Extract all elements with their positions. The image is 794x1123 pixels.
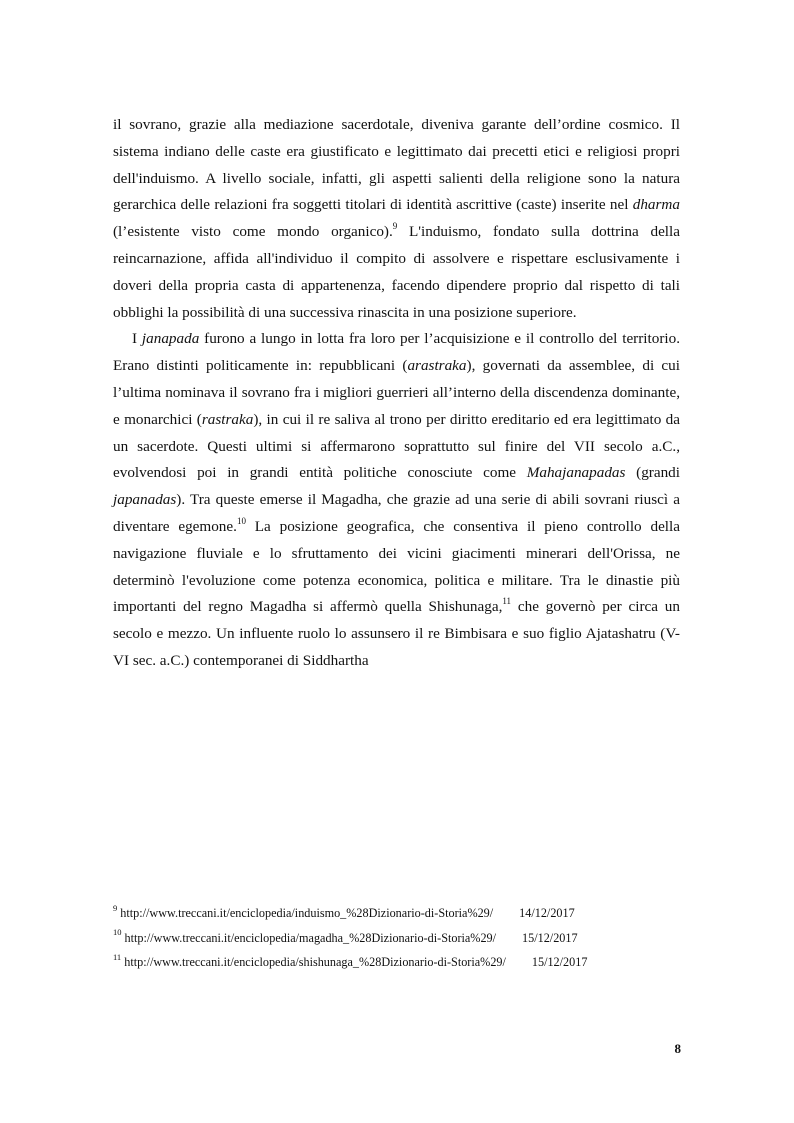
footnote-11 xyxy=(113,950,680,975)
footnote-10 xyxy=(113,926,680,951)
text-run: ). Tra queste emerse il Magadha, che grazie ad una serie di abili sovrani riuscì a diventare egemone. xyxy=(113,491,680,535)
text-run: ), in cui il re saliva al trono per diritto ereditario ed era legittimato da un sacerdote. Questi ultimi si affermarono soprattutto sul finire del VII secolo a.C., evolvendosi poi in grandi entità politiche conosciute come xyxy=(113,410,680,482)
text-run: il sovrano, grazie alla mediazione sacerdotale, diveniva garante dell’ordine cosmico. Il sistema indiano delle caste era giustificato e legittimato dai precetti etici e religiosi propri dell'induismo. A livello sociale, infatti, gli aspetti salienti della religione sono la natura gerarchica delle relazioni fra soggetti titolari di identità ascrittive (caste) inserite nel xyxy=(113,116,680,214)
page-number: 8 xyxy=(674,1041,681,1056)
italic-term-mahajanapadas: Mahajanapadas xyxy=(526,464,626,482)
footnote-date: 14/12/2017 xyxy=(519,906,575,920)
text-run: La posizione geografica, che consentiva il pieno controllo della navigazione fluviale e lo sfruttamento dei vicini giacimenti minerari dell'Orissa, ne determinò l'evoluzione come potenza economica, politica e militare. Tra le dinastie più importanti del regno Magadha si affermò quella Shishunaga, xyxy=(113,517,680,616)
paragraph-janapada xyxy=(113,326,680,674)
text-run: ), governati da assemblee, di cui l’ultima nominava il sovrano fra i migliori guerrieri all’interno della discendenza dominante, e monarchici ( xyxy=(113,357,680,428)
footnote-url[interactable]: http://www.treccani.it/enciclopedia/magadha_%28Dizionario-di-Storia%29/ xyxy=(124,930,497,945)
text-run: I xyxy=(132,330,142,348)
text-run: L'induismo, fondato sulla dottrina della reincarnazione, affida all'individuo il compito di assolvere e rispettare esclusivamente i doveri della propria casta di appartenenza, facendo dipendere proprio dal rispetto di tali obblighi la possibilità di una successiva rinascita in una posizione superiore. xyxy=(113,223,680,321)
footnote-date: 15/12/2017 xyxy=(522,930,578,945)
footnote-ref-10[interactable]: 10 xyxy=(236,515,246,526)
italic-term-arastraka: arastraka xyxy=(407,357,467,375)
paragraph-caste-system xyxy=(113,112,680,326)
footnote-ref-9[interactable]: 9 xyxy=(392,221,398,232)
footnote-url[interactable]: http://www.treccani.it/enciclopedia/induismo_%28Dizionario-di-Storia%29/ xyxy=(120,906,494,920)
italic-term-rastraka: rastraka xyxy=(201,410,254,428)
italic-term-janapada: janapada xyxy=(141,330,200,348)
footnote-date: 15/12/2017 xyxy=(531,955,588,969)
text-run: (grandi xyxy=(625,464,680,482)
text-run: (l’esistente visto come mondo organico). xyxy=(113,223,393,241)
text-run: che governò per circa un secolo e mezzo. Un influente ruolo lo assunsero il re Bimbisara e suo figlio Ajatashatru (V-VI sec. a.C.) contemporanei di Siddhartha xyxy=(113,598,680,669)
footnote-number: 9 xyxy=(113,902,118,913)
body-text xyxy=(113,112,680,675)
footnote-9 xyxy=(113,901,680,926)
footnote-number: 10 xyxy=(113,927,122,938)
footnotes xyxy=(113,901,680,975)
italic-term-dharma: dharma xyxy=(632,196,680,214)
footnote-ref-11[interactable]: 11 xyxy=(502,596,512,607)
footnote-number: 11 xyxy=(113,951,122,962)
footnote-url[interactable]: http://www.treccani.it/enciclopedia/shishunaga_%28Dizionario-di-Storia%29/ xyxy=(124,955,506,969)
text-run: furono a lungo in lotta fra loro per l’acquisizione e il controllo del territorio. Erano distinti politicamente in: repubblicani ( xyxy=(113,330,680,375)
italic-term-japanadas: japanadas xyxy=(113,491,177,509)
